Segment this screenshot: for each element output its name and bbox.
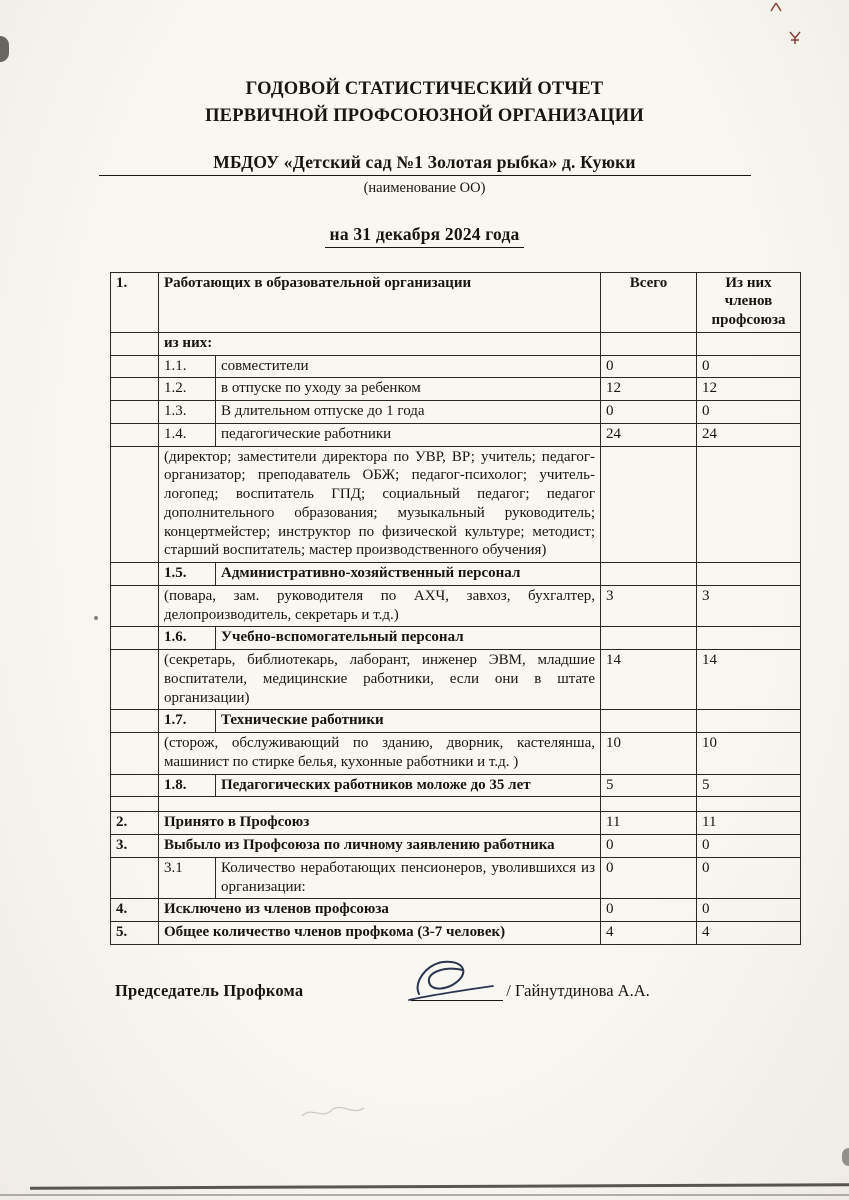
value-members-cell: 4 [697, 922, 801, 945]
row-label-cell: (сторож, обслуживающий по зданию, дворник, кастелянша, машинист по стирке белья, кухонные работники и т.д. ) [159, 733, 601, 775]
row-subnumber-cell: 1.4. [159, 423, 216, 446]
row-subnumber-cell: 1.5. [159, 563, 216, 586]
table-row [111, 332, 801, 355]
row-label-cell: Административно-хозяйственный персонал [216, 563, 601, 586]
table-row [111, 733, 801, 775]
scan-edge-shadow [0, 1194, 849, 1196]
table-row [111, 627, 801, 650]
scan-artifact-dot [94, 616, 98, 620]
row-label-cell: Педагогических работников моложе до 35 лет [216, 774, 601, 797]
report-title-line2: ПЕРВИЧНОЙ ПРОФСОЮЗНОЙ ОРГАНИЗАЦИИ [205, 105, 644, 126]
row-number-cell [111, 774, 159, 797]
table-row [111, 774, 801, 797]
row-label-cell [159, 797, 601, 812]
value-total-cell [601, 710, 697, 733]
value-members-cell: 3 [697, 585, 801, 627]
row-number-cell [111, 332, 159, 355]
value-members-cell: 0 [697, 857, 801, 899]
value-total-cell: 0 [601, 355, 697, 378]
scan-artifact-corner-smudge [0, 36, 9, 62]
row-number-cell: 5. [111, 922, 159, 945]
table-row [111, 378, 801, 401]
scan-artifact-pencil-mark [298, 1096, 368, 1126]
row-number-cell: 3. [111, 835, 159, 858]
row-number-cell [111, 446, 159, 563]
row-number-cell: 4. [111, 899, 159, 922]
report-date: на 31 декабря 2024 года [325, 224, 525, 248]
value-total-cell [601, 446, 697, 563]
row-label-cell: Общее количество членов профкома (3-7 человек) [159, 922, 601, 945]
row-label-cell: В длительном отпуске до 1 года [216, 401, 601, 424]
scan-edge-line [30, 1183, 849, 1190]
value-total-cell: 0 [601, 835, 697, 858]
row-number-cell [111, 355, 159, 378]
value-total-cell: 0 [601, 899, 697, 922]
signature-scribble [403, 954, 499, 1010]
row-subnumber-cell: 1.1. [159, 355, 216, 378]
row-label-cell: совместители [216, 355, 601, 378]
total-header-cell: Всего [601, 272, 697, 332]
table-row [111, 797, 801, 812]
value-members-cell: 0 [697, 401, 801, 424]
table-row [111, 710, 801, 733]
table-row [111, 899, 801, 922]
report-date-wrap [0, 224, 849, 248]
value-total-cell: 4 [601, 922, 697, 945]
row-number-cell [111, 585, 159, 627]
row-number-cell [111, 563, 159, 586]
scan-artifact-red-mark-icon [787, 30, 803, 46]
value-members-cell: 11 [697, 812, 801, 835]
table-row [111, 446, 801, 563]
table-row [111, 355, 801, 378]
row-label-cell: (директор; заместители директора по УВР, ВР; учитель; педагог-организатор; преподаватель ОБЖ; педагог-психолог; учитель-логопед; воспитатель ГПД; социальный педагог; педагог дополнительного образования; музыкальный руководитель; концертмейстер; инструктор по физической культуре; методист; старший воспитатель; мастер производственного обучения) [159, 446, 601, 563]
row-subnumber-cell: 3.1 [159, 857, 216, 899]
scan-artifact-edge-smudge [842, 1148, 849, 1166]
value-total-cell: 24 [601, 423, 697, 446]
value-total-cell [601, 797, 697, 812]
scan-artifact-red-mark-icon [769, 1, 783, 13]
row-label-cell: в отпуске по уходу за ребенком [216, 378, 601, 401]
row-subnumber-cell: 1.3. [159, 401, 216, 424]
row-number-cell [111, 857, 159, 899]
row-label-cell: Технические работники [216, 710, 601, 733]
table-row [111, 857, 801, 899]
report-table [110, 272, 801, 945]
value-members-cell: 24 [697, 423, 801, 446]
organization-name-line [99, 152, 751, 176]
row-number-cell [111, 378, 159, 401]
row-subnumber-cell: 1.7. [159, 710, 216, 733]
table-row [111, 401, 801, 424]
table-row [111, 922, 801, 945]
row-subnumber-cell: 1.6. [159, 627, 216, 650]
row-label-cell: Количество неработающих пенсионеров, уволившихся из организации: [216, 857, 601, 899]
table-row [111, 812, 801, 835]
row-number-cell [111, 423, 159, 446]
organization-name: МБДОУ «Детский сад №1 Золотая рыбка» д. Куюки [213, 151, 636, 172]
value-members-cell [697, 627, 801, 650]
chairman-label: Председатель Профкома [115, 980, 304, 1000]
signature-block [411, 981, 649, 1001]
row-label-cell: (секретарь, библиотекарь, лаборант, инженер ЭВМ, младшие воспитатели, медицинские работники, если они в штате организации) [159, 650, 601, 710]
value-members-cell: 0 [697, 835, 801, 858]
row-label-cell: Учебно-вспомогательный персонал [216, 627, 601, 650]
row-number-cell [111, 650, 159, 710]
table-row [111, 650, 801, 710]
value-total-cell: 0 [601, 401, 697, 424]
table-row [111, 563, 801, 586]
table-row [111, 272, 801, 332]
value-members-cell [697, 446, 801, 563]
signature-line [411, 985, 503, 1001]
signature-footer [115, 981, 849, 1001]
value-total-cell [601, 332, 697, 355]
row-subnumber-cell: 1.8. [159, 774, 216, 797]
value-members-cell [697, 332, 801, 355]
value-members-cell: 0 [697, 899, 801, 922]
value-members-cell [697, 797, 801, 812]
signature-name: / Гайнутдинова А.А. [506, 980, 650, 1000]
row-number-cell [111, 733, 159, 775]
row-number-cell [111, 401, 159, 424]
value-members-cell [697, 563, 801, 586]
row-number-cell: 1. [111, 272, 159, 332]
value-members-cell: 5 [697, 774, 801, 797]
row-number-cell [111, 627, 159, 650]
report-title-line1: ГОДОВОЙ СТАТИСТИЧЕСКИЙ ОТЧЕТ [245, 79, 604, 99]
row-label-cell: Выбыло из Профсоюза по личному заявлению работника [159, 835, 601, 858]
value-members-cell [697, 710, 801, 733]
row-subnumber-cell: 1.2. [159, 378, 216, 401]
row-label-cell: Принято в Профсоюз [159, 812, 601, 835]
table-row [111, 835, 801, 858]
row-number-cell: 2. [111, 812, 159, 835]
value-members-cell: 10 [697, 733, 801, 775]
value-members-cell: 12 [697, 378, 801, 401]
row-number-cell [111, 710, 159, 733]
members-header-cell: Из них членов профсоюза [697, 272, 801, 332]
row-label-cell: педагогические работники [216, 423, 601, 446]
report-table-body [111, 272, 801, 944]
row-label-cell: (повара, зам. руководителя по АХЧ, завхоз, бухгалтер, делопроизводитель, секретарь и т.д.) [159, 585, 601, 627]
report-title [0, 76, 849, 130]
value-total-cell: 11 [601, 812, 697, 835]
value-total-cell: 12 [601, 378, 697, 401]
value-total-cell [601, 563, 697, 586]
value-members-cell: 14 [697, 650, 801, 710]
value-total-cell: 14 [601, 650, 697, 710]
value-total-cell [601, 627, 697, 650]
row-label-cell: Работающих в образовательной организации [159, 272, 601, 332]
row-label-cell: из них: [159, 332, 601, 355]
value-total-cell: 10 [601, 733, 697, 775]
value-members-cell: 0 [697, 355, 801, 378]
table-row [111, 585, 801, 627]
value-total-cell: 0 [601, 857, 697, 899]
row-label-cell: Исключено из членов профсоюза [159, 899, 601, 922]
value-total-cell: 5 [601, 774, 697, 797]
organization-caption: (наименование ОО) [363, 179, 486, 196]
value-total-cell: 3 [601, 585, 697, 627]
table-row [111, 423, 801, 446]
row-number-cell [111, 797, 159, 812]
